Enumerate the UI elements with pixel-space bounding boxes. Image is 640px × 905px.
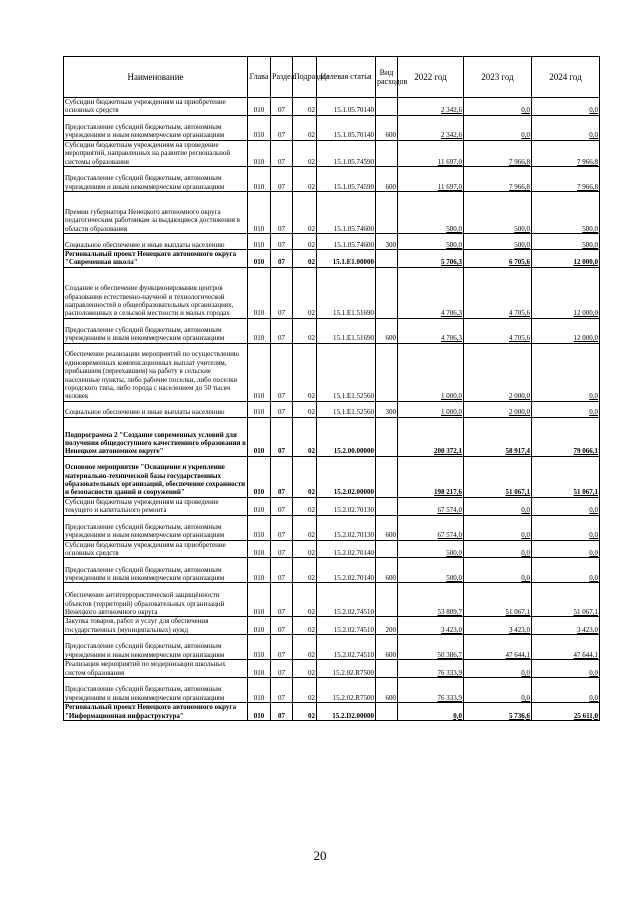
row-name: Субсидии бюджетным учреждениям на приобретение основных средств — [64, 98, 248, 116]
row-value-2024: 47 644,1 — [532, 635, 600, 660]
row-value-2023: 500,0 — [464, 234, 532, 250]
row-glava: 010 — [248, 417, 271, 456]
page-number: 20 — [313, 848, 327, 863]
row-expense-type — [376, 267, 398, 318]
row-podrazdel: 02 — [293, 192, 317, 234]
row-value-2023: 4 705,6 — [464, 267, 532, 318]
row-expense-type — [376, 497, 398, 515]
table-row — [64, 267, 600, 318]
row-podrazdel: 02 — [293, 497, 317, 515]
row-razdel: 07 — [271, 318, 293, 343]
row-expense-type: 300 — [376, 401, 398, 417]
row-name: Предоставление субсидий бюджетным, автономным учреждениям и иным некоммерческим организациям — [64, 678, 248, 703]
table-row — [64, 98, 600, 116]
row-podrazdel: 02 — [293, 417, 317, 456]
row-value-2022: 0,0 — [398, 703, 464, 721]
row-target-article: 15.1.E1.51690 — [317, 318, 376, 343]
row-name: Обеспечение антитеррористической защищённости объектов (территорий) образовательных организаций Ненецкого автономного округа — [64, 583, 248, 617]
row-target-article: 15.2.02.70140 — [317, 558, 376, 583]
row-glava: 010 — [248, 540, 271, 558]
row-glava: 010 — [248, 558, 271, 583]
row-value-2024: 0,0 — [532, 497, 600, 515]
table-row — [64, 497, 600, 515]
row-name: Региональный проект Ненецкого автономного округа "Информационная инфраструктура" — [64, 703, 248, 721]
row-expense-type: 600 — [376, 318, 398, 343]
table-row — [64, 417, 600, 456]
row-value-2024: 500,0 — [532, 234, 600, 250]
row-glava: 010 — [248, 140, 271, 166]
row-expense-type: 600 — [376, 515, 398, 540]
row-value-2022: 4 706,3 — [398, 318, 464, 343]
row-razdel: 07 — [271, 583, 293, 617]
row-name: Предоставление субсидий бюджетным, автономным учреждениям и иным некоммерческим организациям — [64, 115, 248, 140]
row-value-2023: 51 067,1 — [464, 456, 532, 497]
row-expense-type — [376, 703, 398, 721]
row-name: Премии губернатора Ненецкого автономного округа педагогическим работникам за выдающиеся достижения в области образования — [64, 192, 248, 234]
row-target-article: 15.2.02.74510 — [317, 617, 376, 635]
row-razdel: 07 — [271, 515, 293, 540]
table-row — [64, 343, 600, 401]
row-target-article: 15.1.E1.52560 — [317, 343, 376, 401]
row-value-2023: 0,0 — [464, 660, 532, 678]
row-glava: 010 — [248, 115, 271, 140]
row-podrazdel: 02 — [293, 401, 317, 417]
row-value-2024: 0,0 — [532, 678, 600, 703]
row-name: Основное мероприятие "Оснащение и укрепление материально-технической базы государственных образовательных организаций, обеспечение сохранности и безопасности зданий и сооружений" — [64, 456, 248, 497]
row-value-2023: 2 000,0 — [464, 343, 532, 401]
row-glava: 010 — [248, 98, 271, 116]
table-row — [64, 192, 600, 234]
table-row — [64, 583, 600, 617]
table-row — [64, 234, 600, 250]
row-expense-type — [376, 540, 398, 558]
row-name: Обеспечение реализации мероприятий по осуществлению единовременных компенсационных выплат учителям, прибывшим (переехавшим) на работу в сельские населенные пункты, либо рабочие поселки, либо поселки городского типа, либо города с населением до 50 тысяч человек — [64, 343, 248, 401]
row-expense-type: 600 — [376, 167, 398, 192]
row-name: Реализация мероприятий по модернизации школьных систем образования — [64, 660, 248, 678]
row-value-2024: 0,0 — [532, 660, 600, 678]
row-value-2024: 51 067,1 — [532, 583, 600, 617]
row-podrazdel: 02 — [293, 558, 317, 583]
row-value-2024: 0,0 — [532, 540, 600, 558]
row-value-2024: 0,0 — [532, 98, 600, 116]
row-target-article: 15.1.05.70140 — [317, 115, 376, 140]
row-value-2024: 12 000,0 — [532, 267, 600, 318]
row-value-2022: 500,0 — [398, 540, 464, 558]
row-name: Подпрограмма 2 "Создание современных условий для получения общедоступного качественного образования в Ненецком автономном округе" — [64, 417, 248, 456]
row-value-2023: 0,0 — [464, 540, 532, 558]
row-value-2022: 67 574,0 — [398, 515, 464, 540]
row-name: Предоставление субсидий бюджетным, автономным учреждениям и иным некоммерческим организациям — [64, 318, 248, 343]
row-value-2022: 1 000,0 — [398, 401, 464, 417]
row-value-2023: 51 067,1 — [464, 583, 532, 617]
row-razdel: 07 — [271, 115, 293, 140]
row-target-article: 15.1.05.70140 — [317, 98, 376, 116]
row-value-2024: 500,0 — [532, 192, 600, 234]
row-glava: 010 — [248, 583, 271, 617]
row-glava: 010 — [248, 401, 271, 417]
row-value-2022: 76 333,9 — [398, 678, 464, 703]
row-glava: 010 — [248, 497, 271, 515]
row-value-2024: 25 611,0 — [532, 703, 600, 721]
row-podrazdel: 02 — [293, 343, 317, 401]
row-razdel: 07 — [271, 343, 293, 401]
row-value-2024: 12 000,0 — [532, 250, 600, 268]
table-row — [64, 617, 600, 635]
row-podrazdel: 02 — [293, 703, 317, 721]
row-expense-type — [376, 583, 398, 617]
row-name: Субсидии бюджетным учреждениям на приобретение основных средств — [64, 540, 248, 558]
header-podrazdel: Подраздел — [293, 57, 317, 98]
row-name: Социальное обеспечение и иные выплаты населению — [64, 234, 248, 250]
row-name: Закупка товаров, работ и услуг для обеспечения государственных (муниципальных) нужд — [64, 617, 248, 635]
row-target-article: 15.2.00.00000 — [317, 417, 376, 456]
row-expense-type: 600 — [376, 635, 398, 660]
row-razdel: 07 — [271, 167, 293, 192]
row-razdel: 07 — [271, 417, 293, 456]
table-body — [64, 98, 600, 721]
row-value-2024: 7 966,8 — [532, 167, 600, 192]
row-target-article: 15.1.05.74600 — [317, 234, 376, 250]
row-value-2023: 500,0 — [464, 192, 532, 234]
row-expense-type — [376, 140, 398, 166]
row-name: Субсидии бюджетным учреждениям на проведение мероприятий, направленных на развитие региональной системы образования — [64, 140, 248, 166]
row-podrazdel: 02 — [293, 267, 317, 318]
row-glava: 010 — [248, 515, 271, 540]
row-glava: 010 — [248, 456, 271, 497]
header-year-2024: 2024 год — [532, 57, 600, 98]
table-row — [64, 318, 600, 343]
row-podrazdel: 02 — [293, 660, 317, 678]
row-podrazdel: 02 — [293, 250, 317, 268]
row-target-article: 15.2.02.74510 — [317, 635, 376, 660]
row-value-2022: 11 697,0 — [398, 140, 464, 166]
row-podrazdel: 02 — [293, 140, 317, 166]
row-name: Создание и обеспечение функционирования центров образования естественно-научной и технологической направленностей в общеобразовательных организациях, расположенных в сельской местности и малых городах — [64, 267, 248, 318]
row-value-2022: 198 217,6 — [398, 456, 464, 497]
row-razdel: 07 — [271, 456, 293, 497]
header-target-article: Целевая статья — [317, 57, 376, 98]
row-podrazdel: 02 — [293, 167, 317, 192]
row-podrazdel: 02 — [293, 318, 317, 343]
row-target-article: 15.1.E1.51690 — [317, 267, 376, 318]
header-glava: Глава — [248, 57, 271, 98]
row-target-article: 15.2.02.R7500 — [317, 660, 376, 678]
row-podrazdel: 02 — [293, 583, 317, 617]
table-row — [64, 660, 600, 678]
row-expense-type — [376, 250, 398, 268]
row-glava: 010 — [248, 635, 271, 660]
row-expense-type — [376, 343, 398, 401]
budget-table-page — [63, 56, 599, 721]
row-podrazdel: 02 — [293, 678, 317, 703]
row-value-2024: 12 000,0 — [532, 318, 600, 343]
row-podrazdel: 02 — [293, 115, 317, 140]
budget-table — [63, 56, 600, 721]
table-row — [64, 678, 600, 703]
row-razdel: 07 — [271, 497, 293, 515]
table-row — [64, 703, 600, 721]
row-expense-type: 600 — [376, 115, 398, 140]
row-value-2024: 51 067,1 — [532, 456, 600, 497]
row-expense-type — [376, 660, 398, 678]
row-razdel: 07 — [271, 703, 293, 721]
row-value-2022: 2 342,6 — [398, 115, 464, 140]
table-row — [64, 558, 600, 583]
row-value-2022: 67 574,0 — [398, 497, 464, 515]
row-target-article: 15.2.02.70130 — [317, 497, 376, 515]
row-value-2023: 0,0 — [464, 678, 532, 703]
row-value-2024: 0,0 — [532, 515, 600, 540]
row-value-2023: 7 966,8 — [464, 167, 532, 192]
row-value-2022: 3 423,0 — [398, 617, 464, 635]
row-expense-type — [376, 98, 398, 116]
row-value-2022: 200 372,1 — [398, 417, 464, 456]
row-target-article: 15.1.05.74590 — [317, 167, 376, 192]
row-razdel: 07 — [271, 250, 293, 268]
row-value-2024: 0,0 — [532, 115, 600, 140]
row-expense-type: 200 — [376, 617, 398, 635]
row-value-2022: 500,0 — [398, 192, 464, 234]
row-value-2024: 0,0 — [532, 558, 600, 583]
row-name: Предоставление субсидий бюджетным, автономным учреждениям и иным некоммерческим организациям — [64, 635, 248, 660]
row-value-2022: 11 697,0 — [398, 167, 464, 192]
row-value-2024: 79 066,1 — [532, 417, 600, 456]
row-podrazdel: 02 — [293, 635, 317, 660]
row-value-2023: 0,0 — [464, 515, 532, 540]
row-value-2023: 0,0 — [464, 115, 532, 140]
row-razdel: 07 — [271, 267, 293, 318]
row-value-2024: 3 423,0 — [532, 617, 600, 635]
row-name: Социальное обеспечение и иные выплаты населению — [64, 401, 248, 417]
row-glava: 010 — [248, 318, 271, 343]
table-row — [64, 540, 600, 558]
row-glava: 010 — [248, 234, 271, 250]
row-razdel: 07 — [271, 558, 293, 583]
row-name: Субсидии бюджетным учреждениям на проведение текущего и капитального ремонта — [64, 497, 248, 515]
table-row — [64, 515, 600, 540]
header-razdel: Раздел — [271, 57, 293, 98]
row-target-article: 15.1.E1.52560 — [317, 401, 376, 417]
row-value-2023: 58 917,4 — [464, 417, 532, 456]
header-year-2022: 2022 год — [398, 57, 464, 98]
row-glava: 010 — [248, 617, 271, 635]
row-razdel: 07 — [271, 140, 293, 166]
header-name: Наименование — [64, 57, 248, 98]
row-value-2022: 76 333,9 — [398, 660, 464, 678]
row-value-2022: 50 386,7 — [398, 635, 464, 660]
row-razdel: 07 — [271, 660, 293, 678]
row-glava: 010 — [248, 343, 271, 401]
row-value-2023: 5 736,6 — [464, 703, 532, 721]
row-glava: 010 — [248, 678, 271, 703]
table-header-row — [64, 57, 600, 98]
row-target-article: 15.2.02.74510 — [317, 583, 376, 617]
row-podrazdel: 02 — [293, 234, 317, 250]
row-glava: 010 — [248, 167, 271, 192]
row-value-2023: 7 966,8 — [464, 140, 532, 166]
row-expense-type: 300 — [376, 234, 398, 250]
row-value-2023: 4 705,6 — [464, 318, 532, 343]
header-year-2023: 2023 год — [464, 57, 532, 98]
row-value-2023: 2 000,0 — [464, 401, 532, 417]
row-glava: 010 — [248, 703, 271, 721]
row-razdel: 07 — [271, 617, 293, 635]
row-razdel: 07 — [271, 401, 293, 417]
header-expense-type: Вид расходов — [376, 57, 398, 98]
row-podrazdel: 02 — [293, 515, 317, 540]
row-value-2022: 500,0 — [398, 558, 464, 583]
row-glava: 010 — [248, 660, 271, 678]
row-target-article: 15.2.02.R7500 — [317, 678, 376, 703]
row-name: Предоставление субсидий бюджетным, автономным учреждениям и иным некоммерческим организациям — [64, 515, 248, 540]
row-podrazdel: 02 — [293, 617, 317, 635]
row-value-2023: 0,0 — [464, 98, 532, 116]
row-value-2023: 47 644,1 — [464, 635, 532, 660]
row-value-2022: 5 706,3 — [398, 250, 464, 268]
row-razdel: 07 — [271, 234, 293, 250]
row-glava: 010 — [248, 250, 271, 268]
row-value-2023: 0,0 — [464, 558, 532, 583]
row-expense-type — [376, 417, 398, 456]
row-expense-type — [376, 456, 398, 497]
row-razdel: 07 — [271, 192, 293, 234]
row-target-article: 15.2.D2.00000 — [317, 703, 376, 721]
row-target-article: 15.2.02.00000 — [317, 456, 376, 497]
row-podrazdel: 02 — [293, 540, 317, 558]
row-expense-type — [376, 192, 398, 234]
row-value-2023: 6 705,6 — [464, 250, 532, 268]
row-target-article: 15.1.E1.00000 — [317, 250, 376, 268]
row-value-2022: 53 809,7 — [398, 583, 464, 617]
row-value-2023: 3 423,0 — [464, 617, 532, 635]
row-glava: 010 — [248, 267, 271, 318]
table-row — [64, 115, 600, 140]
row-podrazdel: 02 — [293, 98, 317, 116]
row-value-2022: 1 000,0 — [398, 343, 464, 401]
row-razdel: 07 — [271, 635, 293, 660]
row-value-2024: 7 966,8 — [532, 140, 600, 166]
table-row — [64, 167, 600, 192]
table-row — [64, 401, 600, 417]
table-row — [64, 456, 600, 497]
row-value-2024: 0,0 — [532, 343, 600, 401]
row-name: Региональный проект Ненецкого автономного округа "Современная школа" — [64, 250, 248, 268]
table-row — [64, 140, 600, 166]
row-glava: 010 — [248, 192, 271, 234]
table-row — [64, 635, 600, 660]
row-razdel: 07 — [271, 98, 293, 116]
row-expense-type: 600 — [376, 678, 398, 703]
row-podrazdel: 02 — [293, 456, 317, 497]
row-target-article: 15.2.02.70140 — [317, 540, 376, 558]
row-name: Предоставление субсидий бюджетным, автономным учреждениям и иным некоммерческим организациям — [64, 558, 248, 583]
row-target-article: 15.2.02.70130 — [317, 515, 376, 540]
row-value-2024: 0,0 — [532, 401, 600, 417]
row-value-2022: 500,0 — [398, 234, 464, 250]
row-target-article: 15.1.05.74600 — [317, 192, 376, 234]
table-row — [64, 250, 600, 268]
row-value-2022: 4 706,3 — [398, 267, 464, 318]
row-target-article: 15.1.05.74590 — [317, 140, 376, 166]
row-value-2023: 0,0 — [464, 497, 532, 515]
row-value-2022: 2 342,6 — [398, 98, 464, 116]
row-expense-type: 600 — [376, 558, 398, 583]
row-razdel: 07 — [271, 540, 293, 558]
row-name: Предоставление субсидий бюджетным, автономным учреждениям и иным некоммерческим организациям — [64, 167, 248, 192]
row-razdel: 07 — [271, 678, 293, 703]
